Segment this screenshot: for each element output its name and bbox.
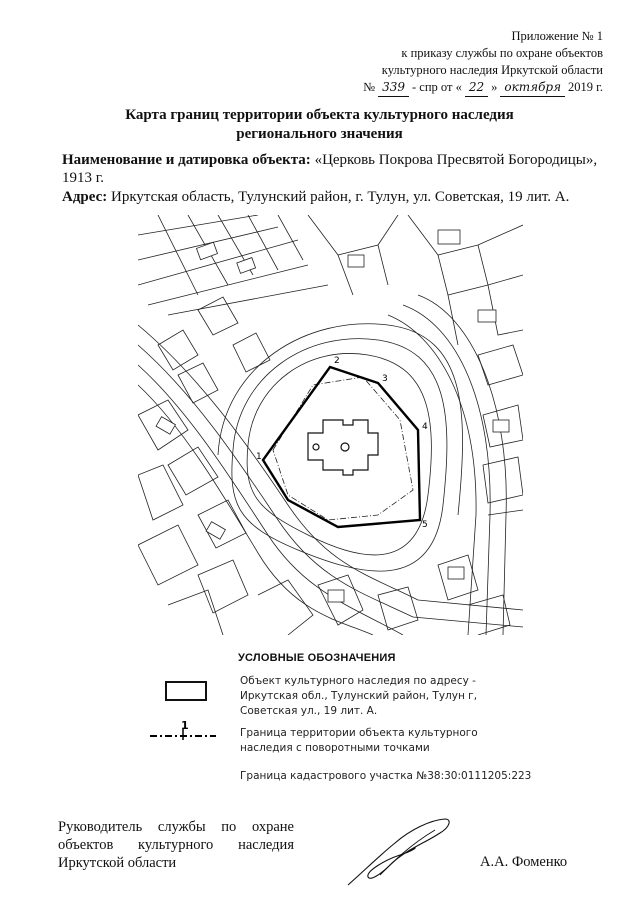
boundary-map (138, 215, 523, 635)
appendix-line-1: Приложение № 1 (511, 29, 603, 43)
document-title (0, 106, 639, 144)
appendix-line-2: к приказу службы по охране объектов (401, 46, 603, 60)
object-address (62, 188, 611, 206)
signer-name: А.А. Фоменко (480, 854, 568, 870)
turning-point-label: 4 (422, 422, 428, 432)
object-address-value: Иркутская область, Тулунский район, г. Тулун, ул. Советская, 19 лит. А. (111, 189, 570, 205)
object-name-label: Наименование и датировка объекта: (62, 152, 311, 168)
legend-boundary-symbol (148, 718, 218, 748)
order-number: 339 (378, 79, 409, 97)
signer-position: Руководитель службы по охране объектов культурного наследия Иркутской области (58, 819, 294, 871)
turning-point-label: 2 (334, 356, 340, 366)
appendix-block (363, 28, 603, 97)
turning-point-label: 3 (382, 374, 388, 384)
turning-point-label: 5 (422, 520, 428, 530)
order-day: 22 (465, 79, 488, 97)
legend-boundary-marker: 1 (181, 719, 189, 732)
order-reference (363, 79, 603, 97)
object-address-label: Адрес: (62, 189, 108, 205)
turning-point-label: 1 (256, 452, 262, 462)
legend-object-text: Объект культурного наследия по адресу - Иркутская обл., Тулунский район, Тулун г, Советская ул., 19 лит. А. (240, 675, 478, 717)
order-close-quote: » (491, 80, 498, 94)
legend-object-symbol (165, 681, 207, 701)
appendix-line-3: культурного наследия Иркутской области (381, 63, 603, 77)
object-name (62, 151, 611, 187)
legend-title: УСЛОВНЫЕ ОБОЗНАЧЕНИЯ (238, 652, 396, 664)
order-number-prefix: № (363, 80, 376, 94)
order-year: 2019 г. (568, 80, 603, 94)
order-month: октября (500, 79, 565, 97)
title-line-1: Карта границ территории объекта культурного наследия (125, 107, 514, 123)
order-mid-text: - спр от « (412, 80, 462, 94)
signature (340, 815, 460, 890)
object-name-value: «Церковь Покрова Пресвятой Богородицы», 1913 г. (62, 152, 598, 186)
legend-boundary-text: Граница территории объекта культурного наследия с поворотными точками (240, 727, 478, 754)
legend-cadastral-text: Граница кадастрового участка №38:30:0111205:223 (240, 770, 532, 782)
title-line-2: регионального значения (236, 126, 403, 142)
